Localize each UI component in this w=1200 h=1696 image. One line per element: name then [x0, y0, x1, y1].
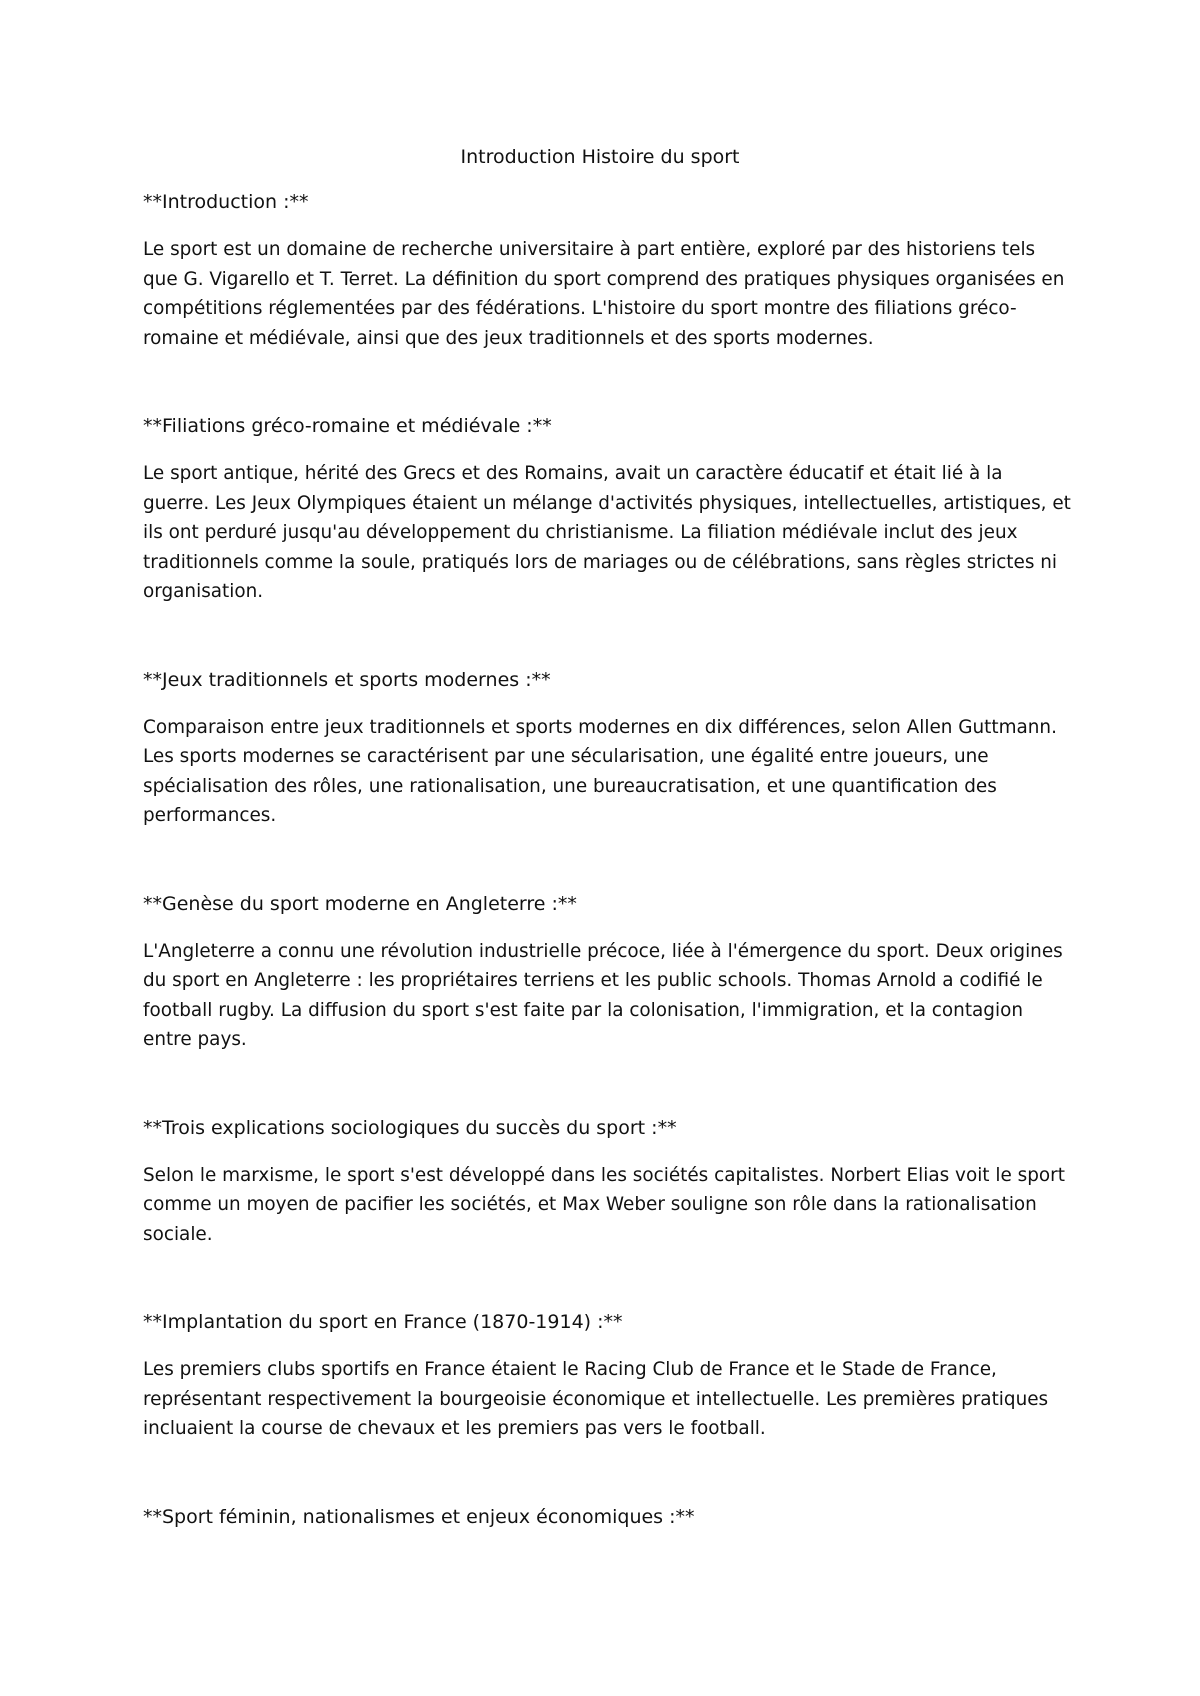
section-jeux-traditionnels	[143, 666, 1073, 831]
section-paragraph: Les premiers clubs sportifs en France étaient le Racing Club de France et le Stade de France, représentant respectivement la bourgeoisie économique et intellectuelle. Les premières pratiques incluaient la course de chevaux et les premiers pas vers le football.	[143, 1359, 1049, 1439]
section-paragraph: Comparaison entre jeux traditionnels et sports modernes en dix différences, selon Allen Guttmann. Les sports modernes se caractérisent par une sécularisation, une égalité entre joueurs, une spécialisation des rôles, une rationalisation, une bureaucratisation, et une quantification des performances.	[143, 716, 1057, 826]
section-paragraph: Selon le marxisme, le sport s'est développé dans les sociétés capitalistes. Norbert Elias voit le sport comme un moyen de pacifier les sociétés, et Max Weber souligne son rôle dans la rationalisation sociale.	[143, 1164, 1065, 1245]
section-heading: **Sport féminin, nationalismes et enjeux économiques :**	[143, 1505, 695, 1528]
section-implantation-france	[143, 1308, 1073, 1444]
section-heading: **Trois explications sociologiques du succès du sport :**	[143, 1116, 677, 1139]
section-heading: **Filiations gréco-romaine et médiévale :**	[143, 415, 552, 437]
document-body	[143, 188, 1073, 1532]
section-explications-sociologiques	[143, 1114, 1073, 1250]
section-paragraph: Le sport antique, hérité des Grecs et des Romains, avait un caractère éducatif et était lié à la guerre. Les Jeux Olympiques étaient un mélange d'activités physiques, intellectuelles, artistiques, et ils ont perduré jusqu'au développement du christianisme. La filiation médiévale inclut des jeux traditionnels comme la soule, pratiqués lors de mariages ou de célébrations, sans règles strictes ni organisation.	[143, 463, 1071, 602]
section-sport-feminin	[143, 1503, 1073, 1532]
document-title: Introduction Histoire du sport	[460, 146, 740, 168]
section-heading: **Introduction :**	[143, 191, 309, 213]
section-genese-angleterre	[143, 890, 1073, 1055]
section-paragraph: Le sport est un domaine de recherche universitaire à part entière, exploré par des historiens tels que G. Vigarello et T. Terret. La définition du sport comprend des pratiques physiques organisées en compétitions réglementées par des fédérations. L'histoire du sport montre des filiations gréco-romaine et médiévale, ainsi que des jeux traditionnels et des sports modernes.	[143, 239, 1065, 349]
section-heading: **Jeux traditionnels et sports modernes :**	[143, 668, 551, 691]
section-heading: **Implantation du sport en France (1870-1914) :**	[143, 1311, 623, 1333]
section-paragraph: L'Angleterre a connu une révolution industrielle précoce, liée à l'émergence du sport. Deux origines du sport en Angleterre : les propriétaires terriens et les public schools. Thomas Arnold a codifié le football rugby. La diffusion du sport s'est faite par la colonisation, l'immigration, et la contagion entre pays.	[143, 940, 1063, 1050]
section-introduction	[143, 188, 1073, 353]
section-filiations	[143, 412, 1073, 607]
section-heading: **Genèse du sport moderne en Angleterre :**	[143, 892, 577, 915]
